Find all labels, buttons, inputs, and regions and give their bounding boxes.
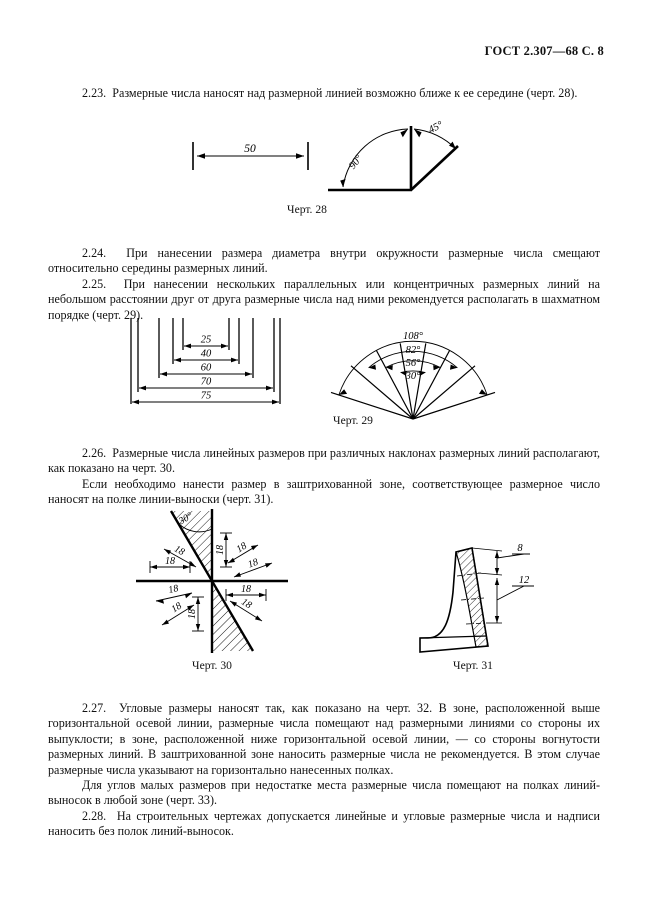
fig28-label-50: 50 — [244, 143, 256, 155]
paragraph-text: Угловые размеры наносят так, как показано на черт. 32. В зоне, расположенной выше горизонтальной осевой линии, размерные числа помещают над размерными линиями со стороны их выпуклости; в зоне, расположенной ниже горизонтальной осевой линии, — со стороны вогнутости размерных линий. В заштрихованной зоне наносить размерные числа не рекомендуется. В этом случае размерные числа указывают на горизонтально нанесенных полках. — [48, 701, 600, 777]
fig28-label-90: 90° — [347, 153, 365, 172]
figure-30-caption: Черт. 30 — [192, 659, 232, 672]
page-header: ГОСТ 2.307—68 С. 8 — [484, 44, 604, 58]
fig31-label-8: 8 — [517, 543, 523, 554]
fig30-dim-se — [230, 597, 262, 621]
fig30-label-e: 18 — [241, 584, 251, 595]
fig30-label-n: 18 — [215, 545, 226, 555]
figure-31-caption: Черт. 31 — [453, 659, 493, 672]
fig29-label-70: 70 — [200, 376, 212, 388]
fig29-label-40: 40 — [200, 348, 212, 360]
paragraph-2-24 — [48, 246, 600, 277]
fig30-dim-sw — [156, 583, 192, 604]
fig30-label-sw: 18 — [167, 583, 180, 597]
paragraph-number: 2.27. — [82, 701, 107, 715]
paragraph-number: 2.23. — [82, 86, 107, 100]
paragraph-number: 2.24. — [82, 246, 107, 260]
paragraph-text: Если необходимо нанести размер в заштрихованной зоне, соответствующее размерное число наносят на полке линии-выноски (черт. 31). — [48, 477, 600, 507]
paragraph-2-23 — [48, 86, 600, 101]
fig29-label-30: 30° — [405, 371, 421, 382]
fig30-label-sw2: 18 — [169, 600, 184, 616]
paragraph-text: Для углов малых размеров при недостатке места размерные числа помещают на полках линий-выносок в любой зоне (черт. 33). — [48, 778, 600, 808]
figure-29 — [128, 316, 503, 408]
figure-29-caption: Черт. 29 — [333, 414, 373, 427]
fig30-label-s: 18 — [187, 609, 198, 619]
paragraph-text: Размерные числа линейных размеров при различных наклонах размерных линий располагают, как показано на черт. 30. — [48, 446, 601, 476]
fig30-dim-ne2 — [234, 557, 272, 577]
fig29-label-108: 108° — [403, 331, 423, 342]
fig29-label-25: 25 — [200, 334, 212, 346]
fig30-label-w: 18 — [165, 556, 175, 567]
figure-28-caption: Черт. 28 — [287, 203, 327, 216]
fig30-dim-w — [150, 556, 190, 573]
fig31-bracket-profile — [420, 548, 488, 652]
fig30-label-30deg: 30° — [176, 510, 195, 528]
paragraph-number: 2.26. — [82, 446, 107, 460]
fig30-label-ne2: 18 — [246, 556, 260, 571]
figure-30 — [130, 505, 300, 655]
paragraph-2-27 — [48, 701, 600, 778]
paragraph-number: 2.25. — [82, 277, 107, 291]
paragraph-number: 2.28. — [82, 809, 107, 823]
paragraph-2-26 — [48, 446, 600, 477]
fig28-angle-drawing — [328, 119, 458, 190]
paragraph-2-26b — [48, 477, 600, 508]
fig31-label-12: 12 — [518, 575, 530, 586]
paragraph-text: На строительных чертежах допускается линейные и угловые размерные числа и надписи наносить без полок линий-выносок. — [48, 809, 600, 839]
fig29-label-75: 75 — [200, 390, 212, 402]
fig30-label-nw: 18 — [172, 543, 187, 559]
fig30-dim-s — [187, 597, 204, 631]
paragraph-text: При нанесении нескольких параллельных или концентричных размерных линий на небольшом расстоянии друг от друга размерные числа над ними рекомендуется располагать в шахматном порядке (черт. 29). — [48, 277, 601, 322]
fig29-parallel-dimensions — [131, 318, 280, 404]
fig30-label-se: 18 — [239, 596, 254, 612]
fig28-label-45: 45° — [426, 119, 445, 137]
paragraph-2-28 — [48, 809, 600, 840]
figure-28 — [180, 118, 470, 198]
figure-31 — [398, 528, 548, 658]
fig29-label-60: 60 — [200, 362, 212, 374]
fig29-concentric-dimensions — [331, 331, 495, 419]
fig30-label-ne: 18 — [234, 540, 249, 556]
paragraph-text: Размерные числа наносят над размерной линией возможно ближе к ее середине (черт. 28). — [112, 86, 578, 100]
paragraph-text: При нанесении размера диаметра внутри окружности размерные числа смещают относительно середины размерных линий. — [48, 246, 601, 276]
paragraph-2-27b — [48, 778, 600, 809]
fig28-linear-dimension — [193, 142, 308, 170]
fig29-label-56: 56° — [405, 358, 421, 369]
fig29-label-82: 82° — [405, 345, 421, 356]
